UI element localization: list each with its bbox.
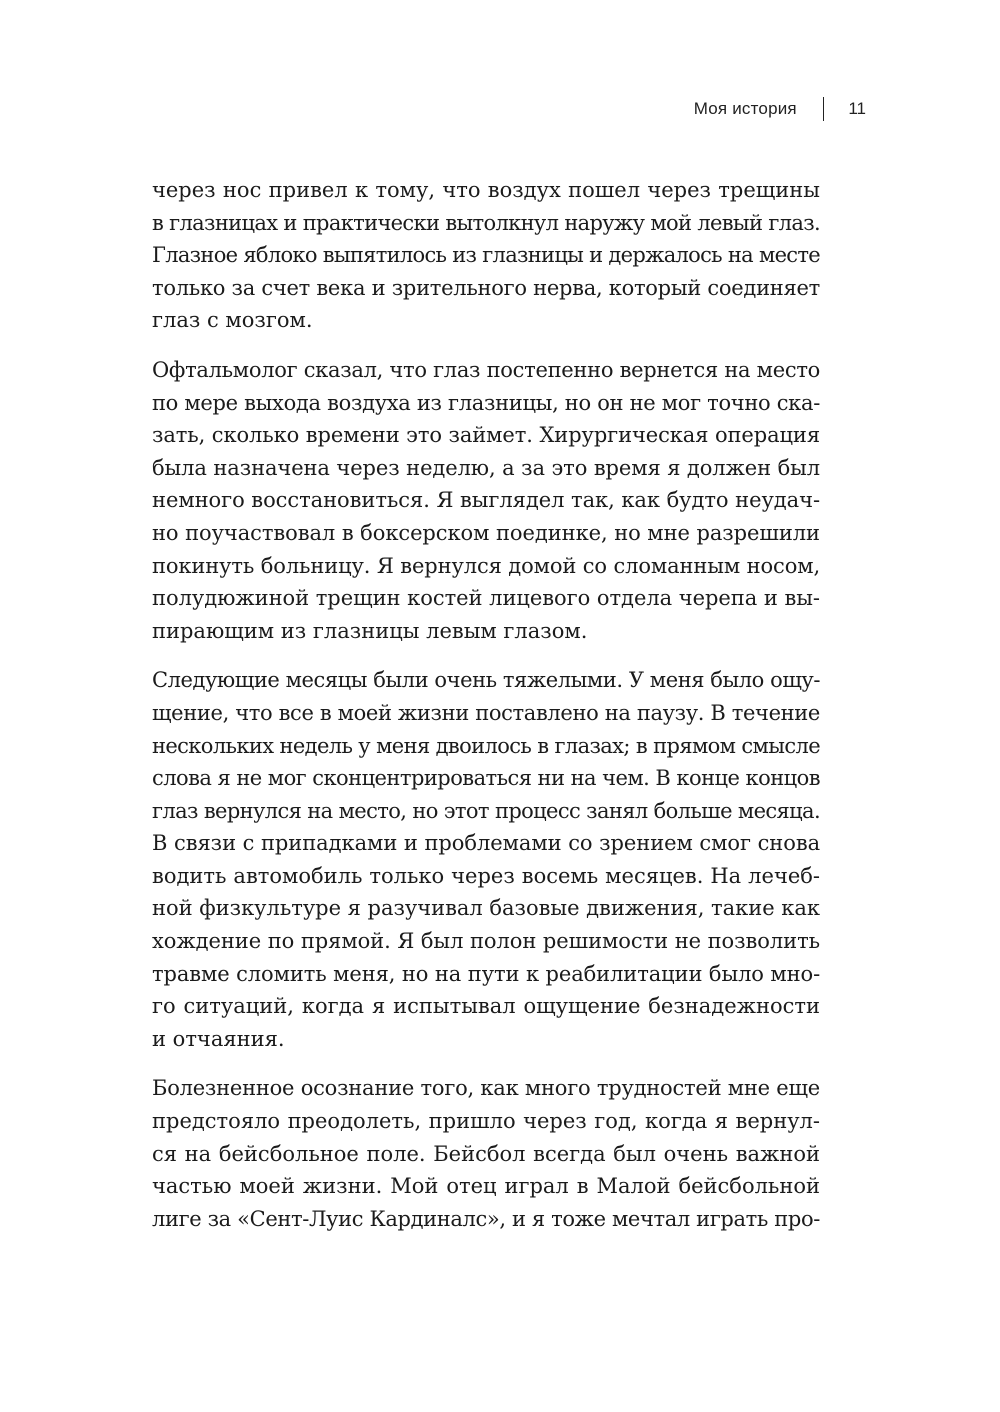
section-title: Моя история bbox=[693, 99, 797, 118]
text-line: покинуть больницу. Я вернулся домой со сломанным носом, bbox=[152, 553, 820, 578]
text-line: Офтальмолог сказал, что глаз постепенно вернется на место bbox=[152, 357, 820, 382]
text-line: ной физкультуре я разучивал базовые движения, такие как bbox=[152, 896, 820, 921]
text-line: Болезненное осознание того, как много трудностей мне еще bbox=[152, 1076, 820, 1101]
text-line: глаз с мозгом. bbox=[152, 308, 313, 333]
paragraph-4 bbox=[152, 1072, 820, 1235]
text-line: ся на бейсбольное поле. Бейсбол всегда был очень важной bbox=[152, 1141, 820, 1166]
text-line: хождение по прямой. Я был полон решимости не позволить bbox=[152, 929, 820, 954]
text-line: нескольких недель у меня двоилось в глазах; в прямом смысле bbox=[152, 733, 820, 758]
text-line: только за счет века и зрительного нерва, который соединяет bbox=[152, 275, 820, 300]
text-line: травме сломить меня, но на пути к реабилитации было мно- bbox=[152, 961, 821, 986]
paragraph-3 bbox=[152, 664, 820, 1055]
text-line: лиге за «Сент-Луис Кардиналс», и я тоже мечтал играть про- bbox=[152, 1206, 820, 1231]
text-line: немного восстановиться. Я выглядел так, как будто неудач- bbox=[152, 488, 820, 513]
text-line: Следующие месяцы были очень тяжелыми. У меня было ощу- bbox=[152, 668, 820, 693]
text-line: го ситуаций, когда я испытывал ощущение безнадежности bbox=[152, 994, 820, 1019]
text-line: В связи с припадками и проблемами со зрением смог снова bbox=[152, 831, 821, 856]
text-line: Глазное яблоко выпятилось из глазницы и держалось на месте bbox=[152, 243, 820, 268]
text-line: была назначена через неделю, а за это время я должен был bbox=[152, 455, 820, 480]
text-line: и отчаяния. bbox=[152, 1026, 285, 1051]
text-line: по мере выхода воздуха из глазницы, но он не мог точно ска- bbox=[152, 390, 820, 415]
text-line: предстояло преодолеть, пришло через год, когда я вернул- bbox=[152, 1109, 820, 1134]
text-line: слова я не мог сконцентрироваться ни на чем. В конце концов bbox=[152, 766, 820, 791]
text-line: частью моей жизни. Мой отец играл в Малой бейсбольной bbox=[152, 1174, 820, 1199]
text-line: полудюжиной трещин костей лицевого отдела черепа и вы- bbox=[152, 586, 820, 611]
paragraph-2 bbox=[152, 354, 820, 647]
text-line: через нос привел к тому, что воздух пошел через трещины bbox=[152, 178, 820, 202]
header-divider bbox=[823, 97, 825, 121]
paragraph-1 bbox=[152, 174, 820, 337]
text-line: но поучаствовал в боксерском поединке, но мне разрешили bbox=[152, 520, 820, 545]
running-header bbox=[694, 96, 866, 122]
page-number: 11 bbox=[848, 99, 866, 118]
text-line: щение, что все в моей жизни поставлено на паузу. В течение bbox=[152, 700, 820, 725]
text-line: пирающим из глазницы левым глазом. bbox=[152, 618, 588, 643]
text-line: зать, сколько времени это займет. Хирургическая операция bbox=[152, 423, 820, 448]
text-line: глаз вернулся на место, но этот процесс занял больше месяца. bbox=[152, 798, 820, 823]
text-line: водить автомобиль только через восемь месяцев. На лечеб- bbox=[152, 863, 820, 888]
body-text bbox=[152, 174, 820, 1252]
text-line: в глазницах и практически вытолкнул наружу мой левый глаз. bbox=[152, 210, 820, 235]
